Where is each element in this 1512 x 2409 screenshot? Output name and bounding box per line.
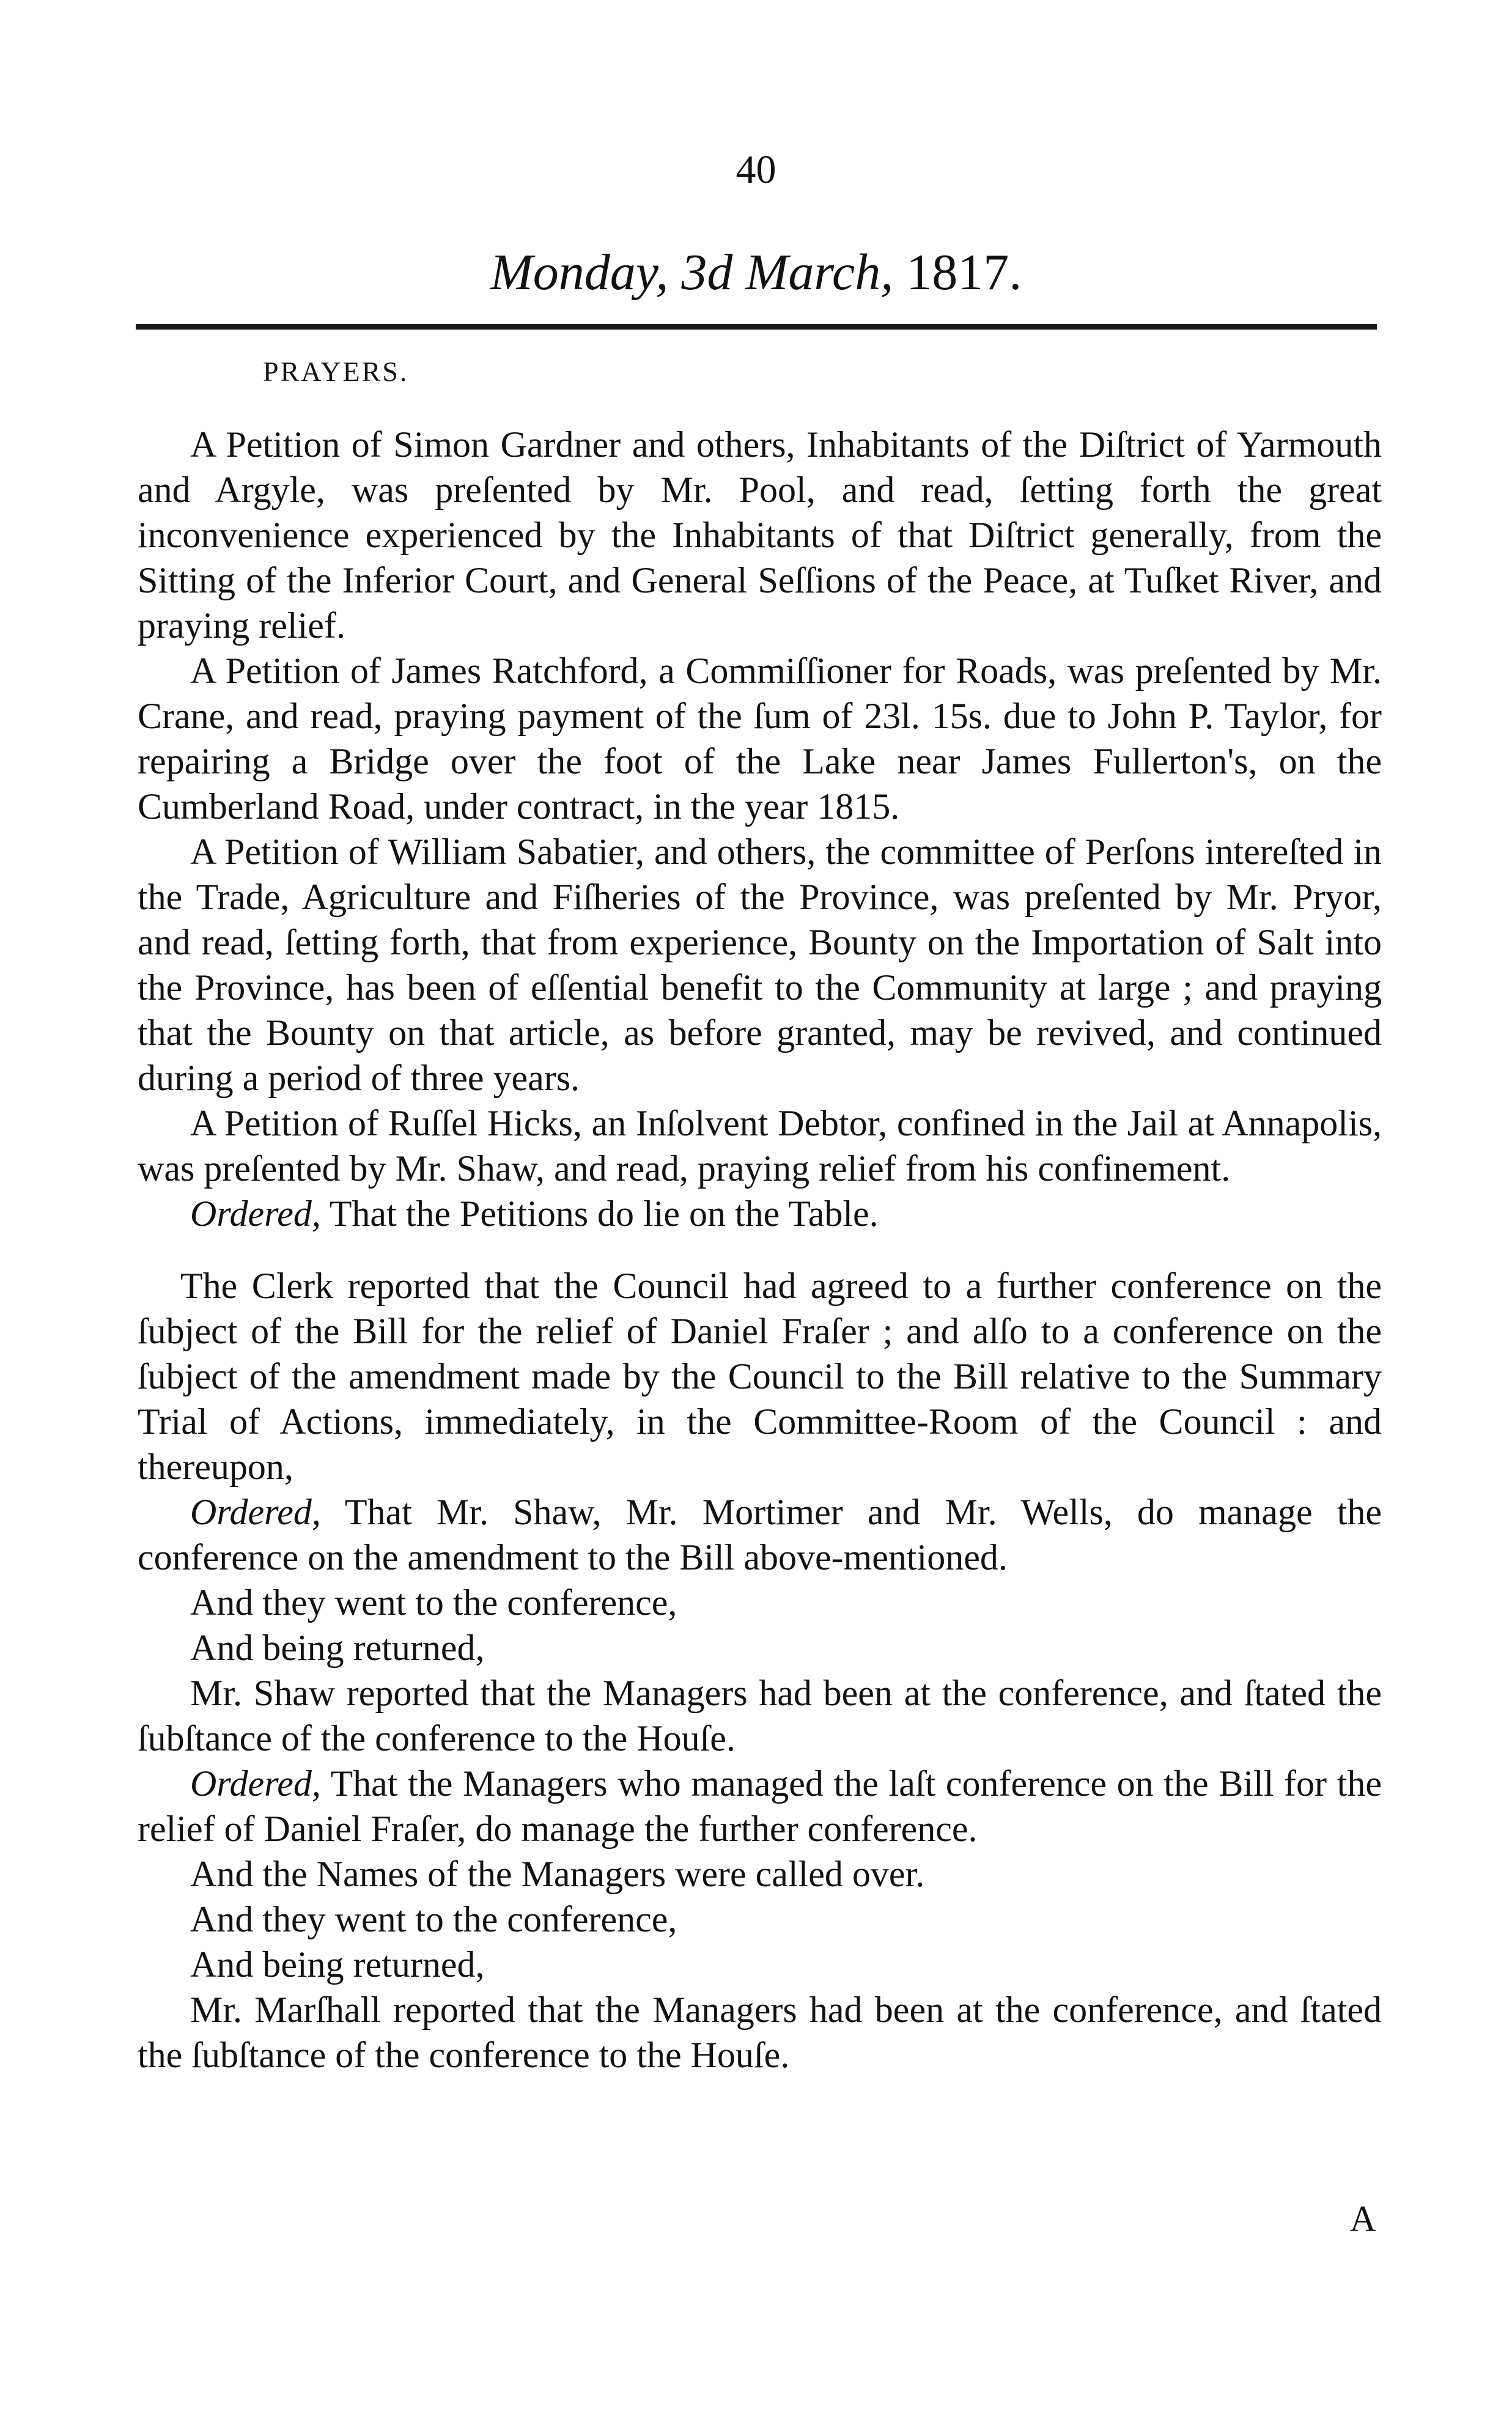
paragraph-petition-hicks: A Petition of Ruſſel Hicks, an Inſolvent Debtor, confined in the Jail at Annapolis, was preſented by Mr. Shaw, and read, praying relief from his confinement. [138,1103,1382,1189]
paragraph-went-to-conference: And they went to the conference, [190,1582,677,1623]
date-heading-day: Monday, 3d March, [490,244,894,301]
paragraph-being-returned: And being returned, [190,1628,485,1668]
paragraph-marshall-report: Mr. Marſhall reported that the Managers had been at the conference, and ſtated the ſubſtance of the conference to the Houſe. [138,1990,1382,2075]
ordered-label: Ordered, [190,1492,321,1532]
date-heading-year: 1817. [906,244,1022,301]
order-text: That the Managers who managed the laſt conference on the Bill for the relief of Daniel Fraſer, do manage the further conference. [138,1763,1382,1849]
section-label-prayers: PRAYERS. [263,356,409,387]
paragraph-clerk-report: The Clerk reported that the Council had agreed to a further conference on the ſubject of the Bill for the relief of Daniel Fraſer ; and alſo to a conference on the ſubject of the amendment made by the Council to the Bill relative to the Summary Trial of Actions, immediately, in the Committee-Room of the Council : and thereupon, [138,1266,1382,1487]
paragraph-order-last-managers [138,1761,1382,1851]
paragraph-order-managers [138,1489,1382,1580]
paragraph-names-called: And the Names of the Managers were called over. [190,1854,925,1894]
ordered-label: Ordered, [190,1763,321,1804]
page-number: 40 [736,147,776,192]
paragraph-petition-ratchford: A Petition of James Ratchford, a Commiſſioner for Roads, was preſented by Mr. Crane, and read, praying payment of the ſum of 23l. 15s. due to John P. Taylor, for repairing a Bridge over the foot of the Lake near James Fullerton's, on the Cumberland Road, under contract, in the year 1815. [138,651,1382,827]
paragraph-petition-sabatier: A Petition of William Sabatier, and others, the committee of Perſons intereſted in the Trade, Agriculture and Fiſheries of the Province, was preſented by Mr. Pryor, and read, ſetting forth, that from experience, Bounty on the Importation of Salt into the Province, has been of eſſential benefit to the Community at large ; and praying that the Bounty on that article, as before granted, may be revived, and continued during a period of three years. [138,832,1382,1098]
journal-body [138,422,1382,2078]
paragraph-went-to-conference-2: And they went to the conference, [190,1899,677,1939]
catchword: A [1349,2199,1376,2239]
ordered-label: Ordered, [190,1193,321,1234]
heading-rule [136,324,1377,330]
date-heading [0,242,1512,303]
order-text: That the Petitions do lie on the Table. [320,1193,879,1234]
order-text: That Mr. Shaw, Mr. Mortimer and Mr. Wells, do manage the conference on the amendment to the Bill above-mentioned. [138,1492,1382,1577]
paragraph-being-returned-2: And being returned, [190,1944,485,1985]
paragraph-petition-gardner: A Petition of Simon Gardner and others, Inhabitants of the Diſtrict of Yarmouth and Argyle, was preſented by Mr. Pool, and read, ſetting forth the great inconvenience experienced by the Inhabitants of that Diſtrict generally, from the Sitting of the Inferior Court, and General Seſſions of the Peace, at Tuſket River, and praying relief. [138,424,1382,646]
paragraph-order-table [138,1191,1382,1236]
paragraph-shaw-report: Mr. Shaw reported that the Managers had been at the conference, and ſtated the ſubſtance of the conference to the Houſe. [138,1673,1382,1758]
